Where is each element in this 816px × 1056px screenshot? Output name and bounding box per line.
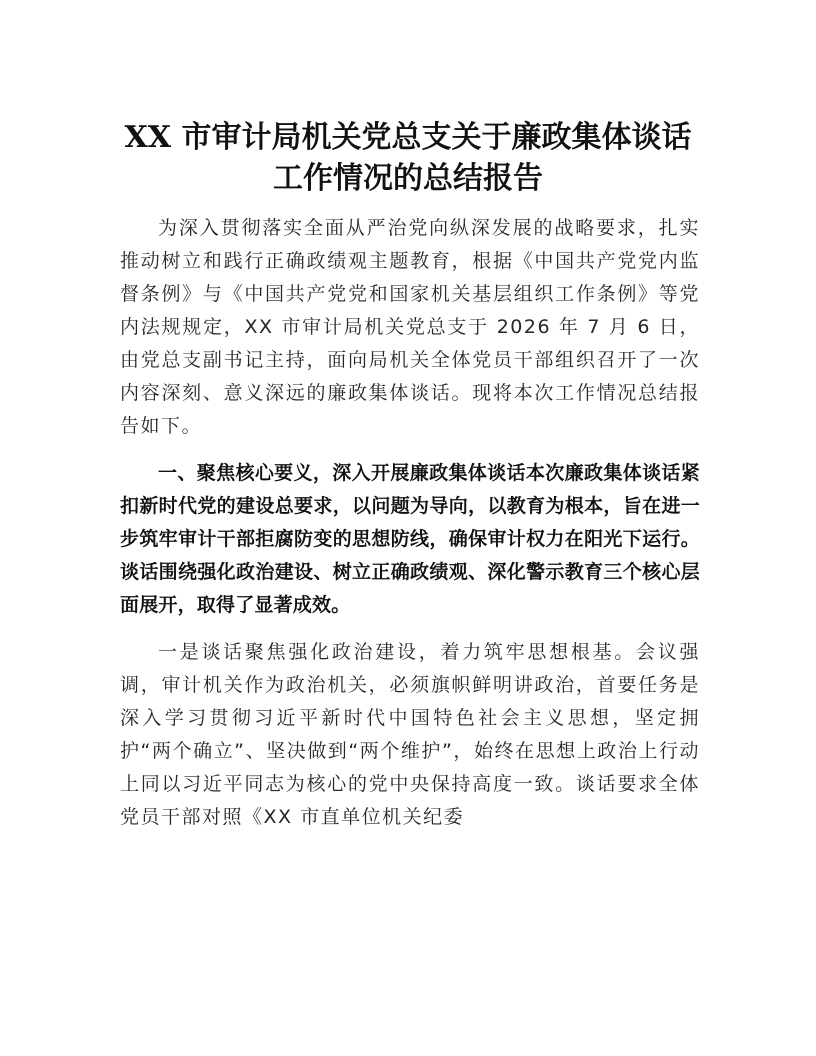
- title-line-1: XX 市审计局机关党总支关于廉政集体谈话: [124, 120, 692, 155]
- document-title: [110, 117, 706, 199]
- body-paragraph: 一是谈话聚焦强化政治建设，着力筑牢思想根基。会议强调，审计机关作为政治机关，必须旗帜鲜明讲政治，首要任务是深入学习贯彻习近平新时代中国特色社会主义思想，坚定拥护“两个确立”、坚决做到“两个维护”，始终在思想上政治上行动上同以习近平同志为核心的党中央保持高度一致。谈话要求全体党员干部对照《XX 市直单位机关纪委: [120, 641, 700, 828]
- section-heading-paragraph: 一、聚焦核心要义，深入开展廉政集体谈话本次廉政集体谈话紧扣新时代党的建设总要求，以问题为导向，以教育为根本，旨在进一步筑牢审计干部拒腐防变的思想防线，确保审计权力在阳光下运行。谈话围绕强化政治建设、树立正确政绩观、深化警示教育三个核心层面展开，取得了显著成效。: [120, 462, 700, 616]
- document-body: [120, 212, 700, 834]
- title-line-2: 工作情况的总结报告: [273, 161, 543, 196]
- intro-paragraph: 为深入贯彻落实全面从严治党向纵深发展的战略要求，扎实推动树立和践行正确政绩观主题教育，根据《中国共产党党内监督条例》与《中国共产党党和国家机关基层组织工作条例》等党内法规规定，XX 市审计局机关党总支于 2026 年 7 月 6 日，由党总支副书记主持，面向局机关全体党员干部组织召开了一次内容深刻、意义深远的廉政集体谈话。现将本次工作情况总结报告如下。: [120, 217, 700, 437]
